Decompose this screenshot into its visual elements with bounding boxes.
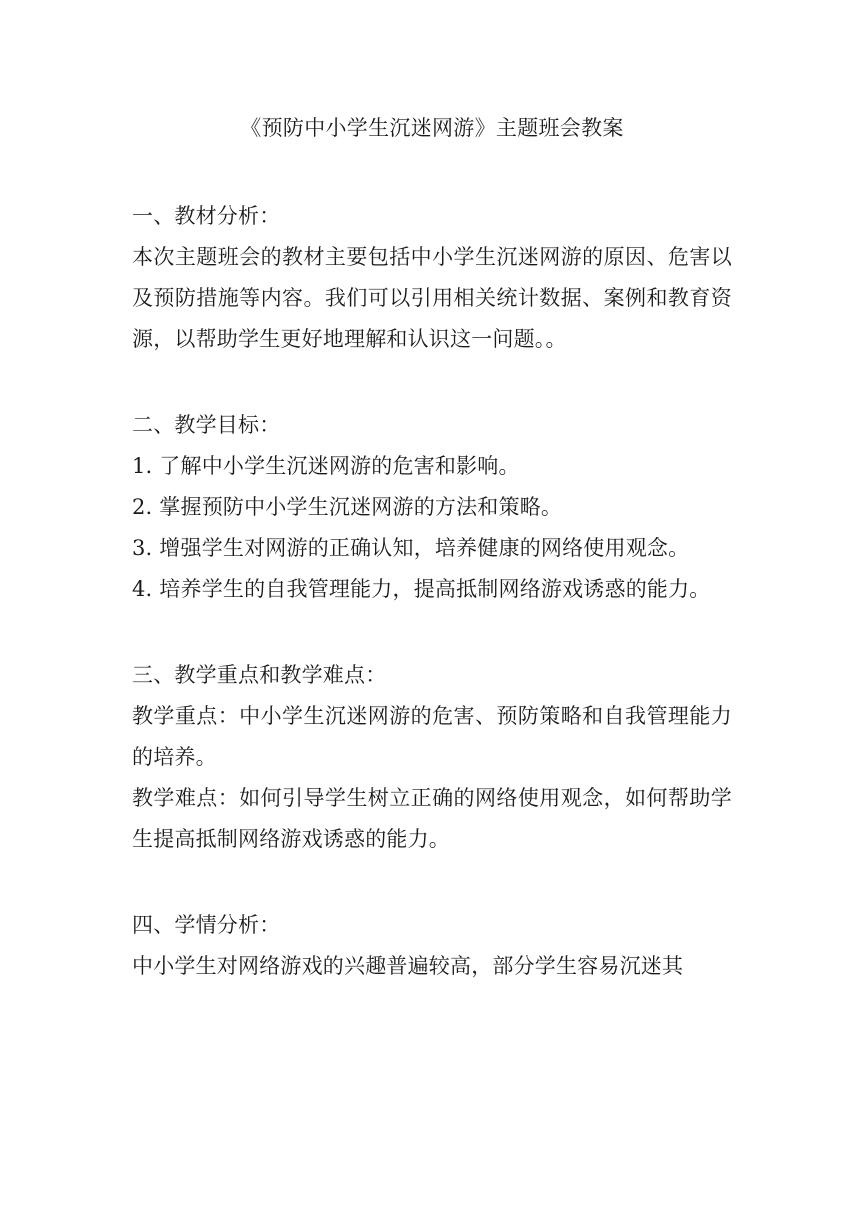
section-student-analysis (132, 905, 732, 987)
list-item: 4. 培养学生的自我管理能力，提高抵制网络游戏诱惑的能力。 (132, 577, 711, 601)
section-textbook-analysis (132, 196, 732, 360)
list-item: 1. 了解中小学生沉迷网游的危害和影响。 (132, 454, 520, 478)
section-paragraph: 中小学生对网络游戏的兴趣普遍较高，部分学生容易沉迷其 (132, 954, 684, 978)
section-paragraph: 本次主题班会的教材主要包括中小学生沉迷网游的原因、危害以及预防措施等内容。我们可以引用相关统计数据、案例和教育资源，以帮助学生更好地理解和认识这一问题。。 (132, 245, 732, 351)
section-key-and-difficult-points (132, 655, 732, 860)
section-teaching-goals (132, 405, 732, 610)
list-item: 3. 增强学生对网游的正确认知，培养健康的网络使用观念。 (132, 536, 690, 560)
difficulty-paragraph: 教学难点：如何引导学生树立正确的网络使用观念，如何帮助学生提高抵制网络游戏诱惑的能力。 (132, 786, 732, 851)
document-page (132, 108, 732, 987)
section-heading: 三、教学重点和教学难点： (132, 663, 387, 687)
key-point-paragraph: 教学重点：中小学生沉迷网游的危害、预防策略和自我管理能力的培养。 (132, 704, 732, 769)
document-title: 《预防中小学生沉迷网游》主题班会教案 (240, 116, 624, 140)
section-heading: 四、学情分析： (132, 913, 281, 937)
section-heading: 二、教学目标： (132, 413, 281, 437)
section-heading: 一、教材分析： (132, 204, 281, 228)
list-item: 2. 掌握预防中小学生沉迷网游的方法和策略。 (132, 495, 563, 519)
